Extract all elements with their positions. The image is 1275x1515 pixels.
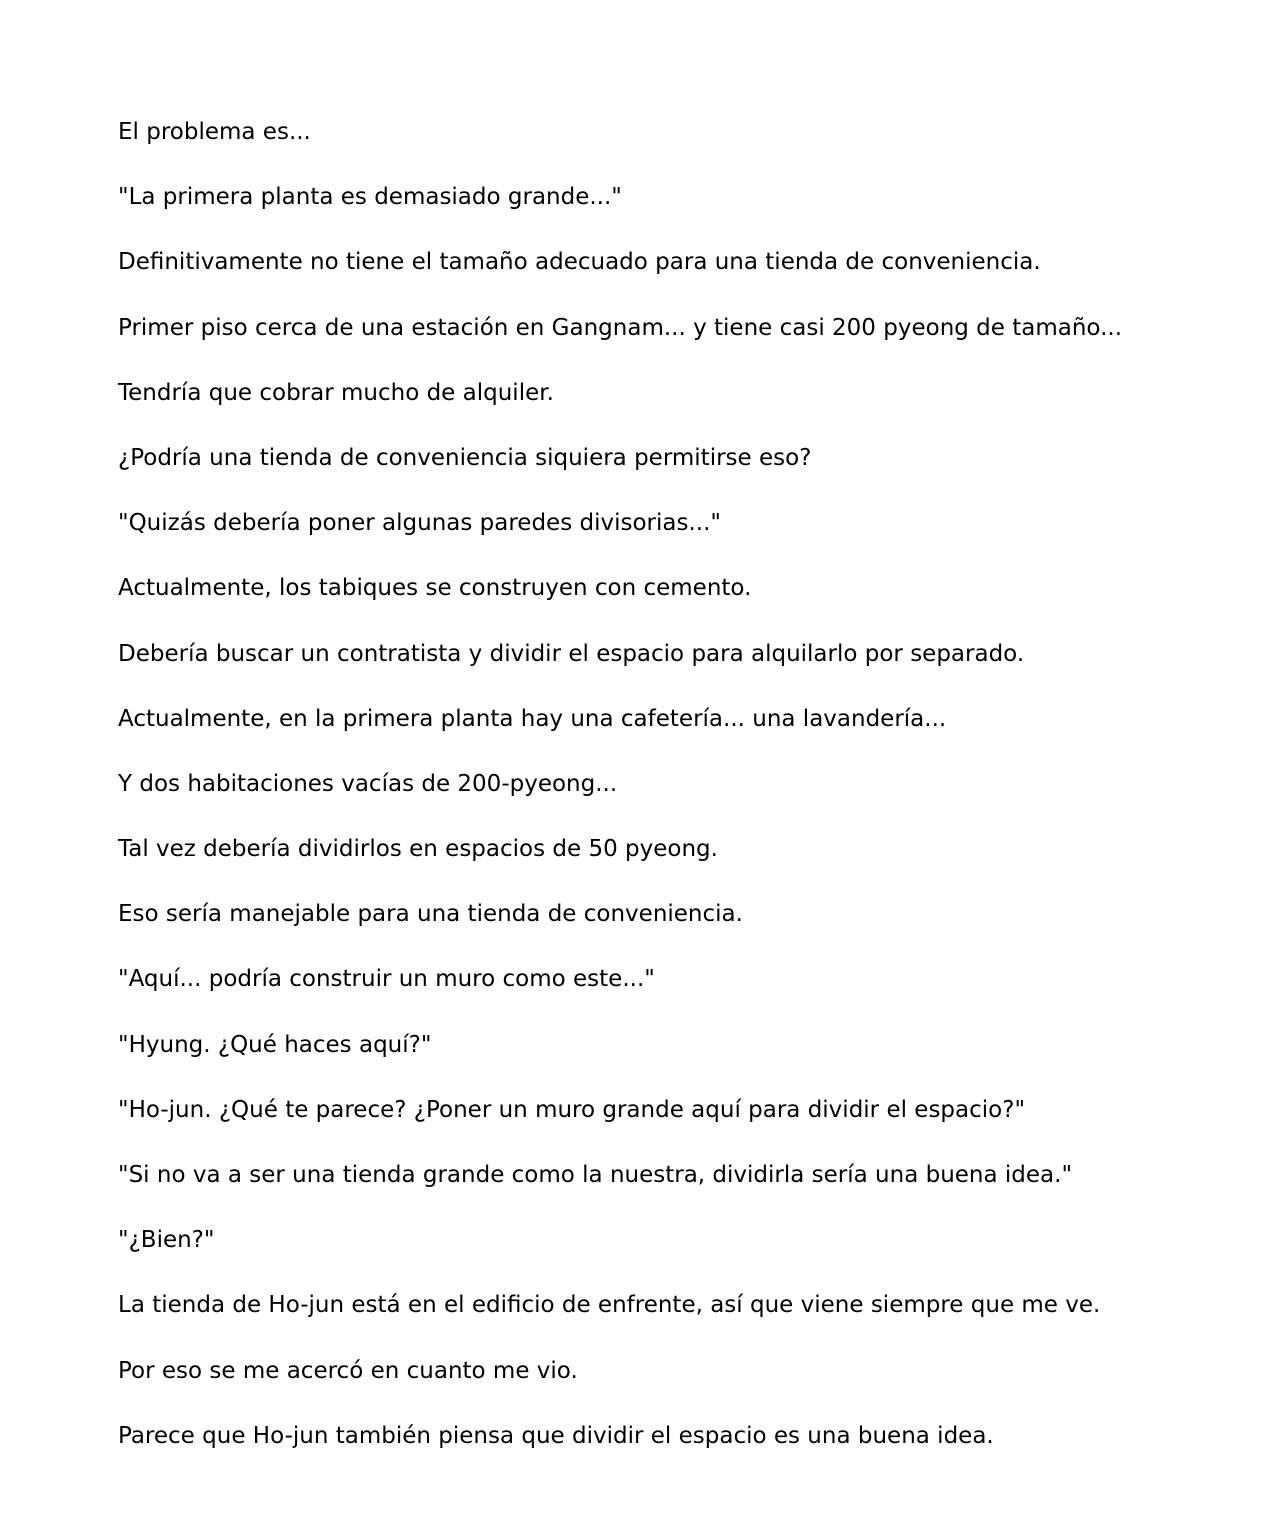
paragraph: Tal vez debería dividirlos en espacios de 50 pyeong. bbox=[118, 836, 718, 863]
paragraph: Debería buscar un contratista y dividir el espacio para alquilarlo por separado. bbox=[118, 640, 1025, 667]
paragraph: "La primera planta es demasiado grande..." bbox=[118, 184, 622, 211]
paragraph: Primer piso cerca de una estación en Gangnam... y tiene casi 200 pyeong de tamaño... bbox=[118, 314, 1123, 341]
paragraph: "Hyung. ¿Qué haces aquí?" bbox=[118, 1031, 432, 1058]
paragraph: Y dos habitaciones vacías de 200-pyeong... bbox=[118, 770, 618, 797]
paragraph: Actualmente, en la primera planta hay una cafetería... una lavandería... bbox=[118, 705, 947, 732]
paragraph: La tienda de Ho-jun está en el edificio de enfrente, así que viene siempre que me ve. bbox=[118, 1292, 1101, 1319]
paragraph: Parece que Ho-jun también piensa que dividir el espacio es una buena idea. bbox=[118, 1422, 994, 1449]
paragraph: Definitivamente no tiene el tamaño adecuado para una tienda de conveniencia. bbox=[118, 249, 1041, 276]
paragraph: El problema es... bbox=[118, 119, 311, 145]
document-page bbox=[118, 116, 1156, 1485]
paragraph: Por eso se me acercó en cuanto me vio. bbox=[118, 1357, 578, 1384]
paragraph: Eso sería manejable para una tienda de conveniencia. bbox=[118, 901, 743, 928]
paragraph: "Ho-jun. ¿Qué te parece? ¿Poner un muro grande aquí para dividir el espacio?" bbox=[118, 1096, 1026, 1123]
paragraph: "Quizás debería poner algunas paredes divisorias..." bbox=[118, 510, 721, 537]
paragraph: "Si no va a ser una tienda grande como la nuestra, dividirla sería una buena idea." bbox=[118, 1162, 1073, 1188]
paragraph: Tendría que cobrar mucho de alquiler. bbox=[118, 379, 554, 406]
paragraph: Actualmente, los tabiques se construyen con cemento. bbox=[118, 575, 752, 602]
paragraph: "Aquí... podría construir un muro como este..." bbox=[118, 966, 655, 993]
paragraph: ¿Podría una tienda de conveniencia siquiera permitirse eso? bbox=[118, 444, 812, 471]
paragraph: "¿Bien?" bbox=[118, 1227, 215, 1254]
